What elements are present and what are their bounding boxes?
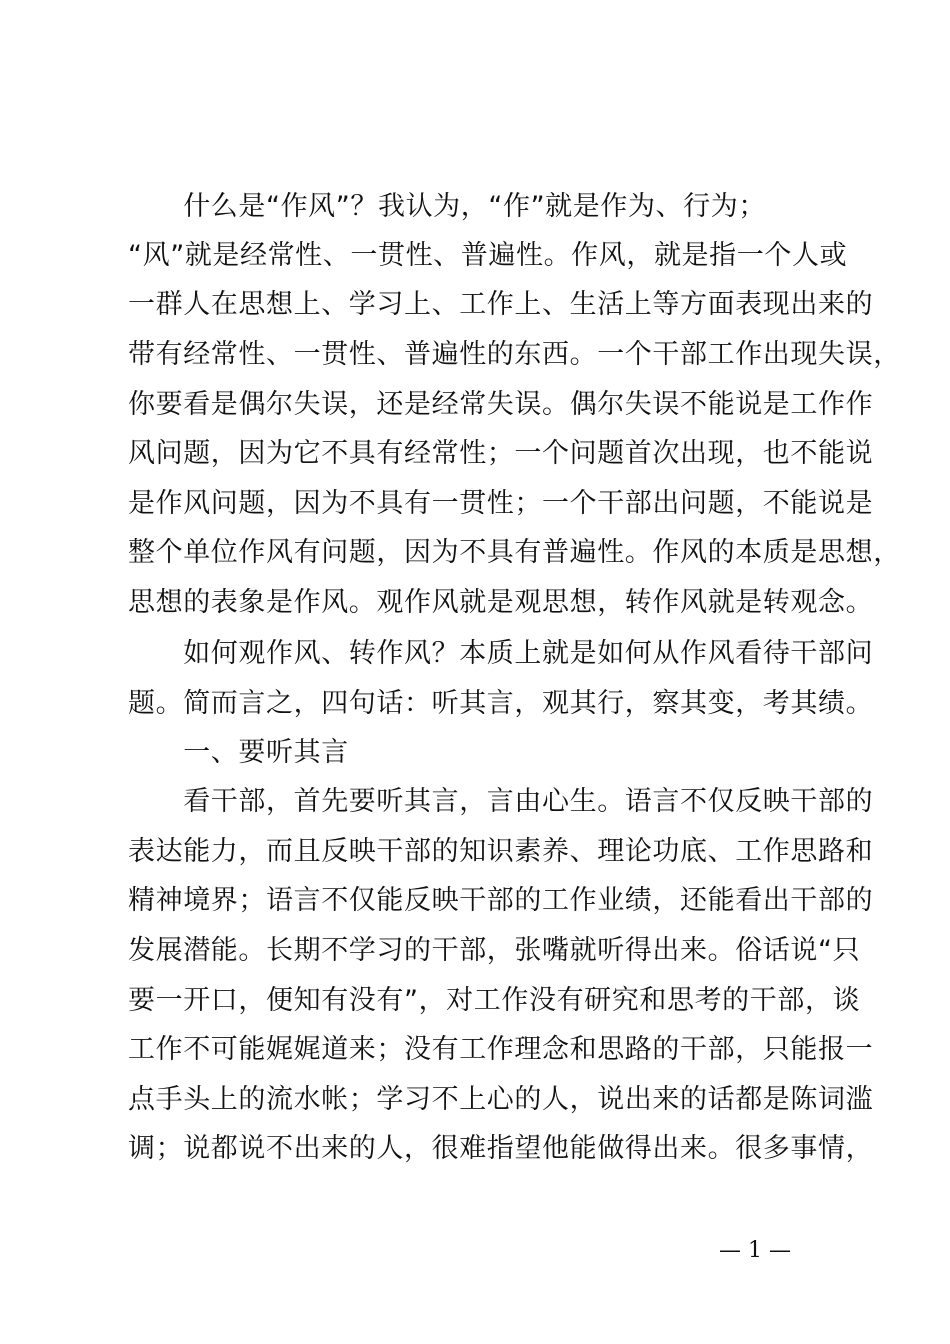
body-text-line: 要一开口，便知有没有”，对工作没有研究和思考的干部，谈 bbox=[128, 985, 861, 1016]
body-text-line: 思想的表象是作风。观作风就是观思想，转作风就是转观念。 bbox=[128, 587, 874, 618]
body-text-line: 点手头上的流水帐；学习不上心的人，说出来的话都是陈词滥 bbox=[128, 1084, 874, 1115]
body-text-line: 看干部，首先要听其言，言由心生。语言不仅反映干部的 bbox=[128, 786, 874, 817]
body-text-line: 如何观作风、转作风？本质上就是如何从作风看待干部问 bbox=[128, 638, 874, 669]
body-text-line: 一群人在思想上、学习上、工作上、生活上等方面表现出来的 bbox=[128, 289, 874, 320]
body-text-line: 工作不可能娓娓道来；没有工作理念和思路的干部，只能报一 bbox=[128, 1034, 874, 1065]
body-text-line: 你要看是偶尔失误，还是经常失误。偶尔失误不能说是工作作 bbox=[128, 389, 874, 420]
body-text-line: 是作风问题，因为不具有一贯性；一个干部出问题，不能说是 bbox=[128, 488, 874, 519]
body-text-line: 表达能力，而且反映干部的知识素养、理论功底、工作思路和 bbox=[128, 836, 874, 867]
body-text-line: 题。简而言之，四句话：听其言，观其行，察其变，考其绩。 bbox=[128, 688, 874, 719]
body-text-line: 风问题，因为它不具有经常性；一个问题首次出现，也不能说 bbox=[128, 438, 874, 469]
body-text-line: 整个单位作风有问题，因为不具有普遍性。作风的本质是思想， bbox=[128, 537, 901, 568]
body-text-line: 发展潜能。长期不学习的干部，张嘴就听得出来。俗话说“只 bbox=[128, 935, 861, 966]
body-text-line: 带有经常性、一贯性、普遍性的东西。一个干部工作出现失误， bbox=[128, 339, 901, 370]
body-text-line: 精神境界；语言不仅能反映干部的工作业绩，还能看出干部的 bbox=[128, 885, 874, 916]
page-number: — 1 — bbox=[719, 1238, 791, 1263]
body-text-line: “风”就是经常性、一贯性、普遍性。作风，就是指一个人或 bbox=[128, 240, 848, 271]
body-text-line: 调；说都说不出来的人，很难指望他能做得出来。很多事情， bbox=[128, 1133, 874, 1164]
section-heading: 一、要听其言 bbox=[128, 737, 349, 768]
body-text-line: 什么是“作风”？我认为，“作”就是作为、行为； bbox=[128, 191, 766, 222]
